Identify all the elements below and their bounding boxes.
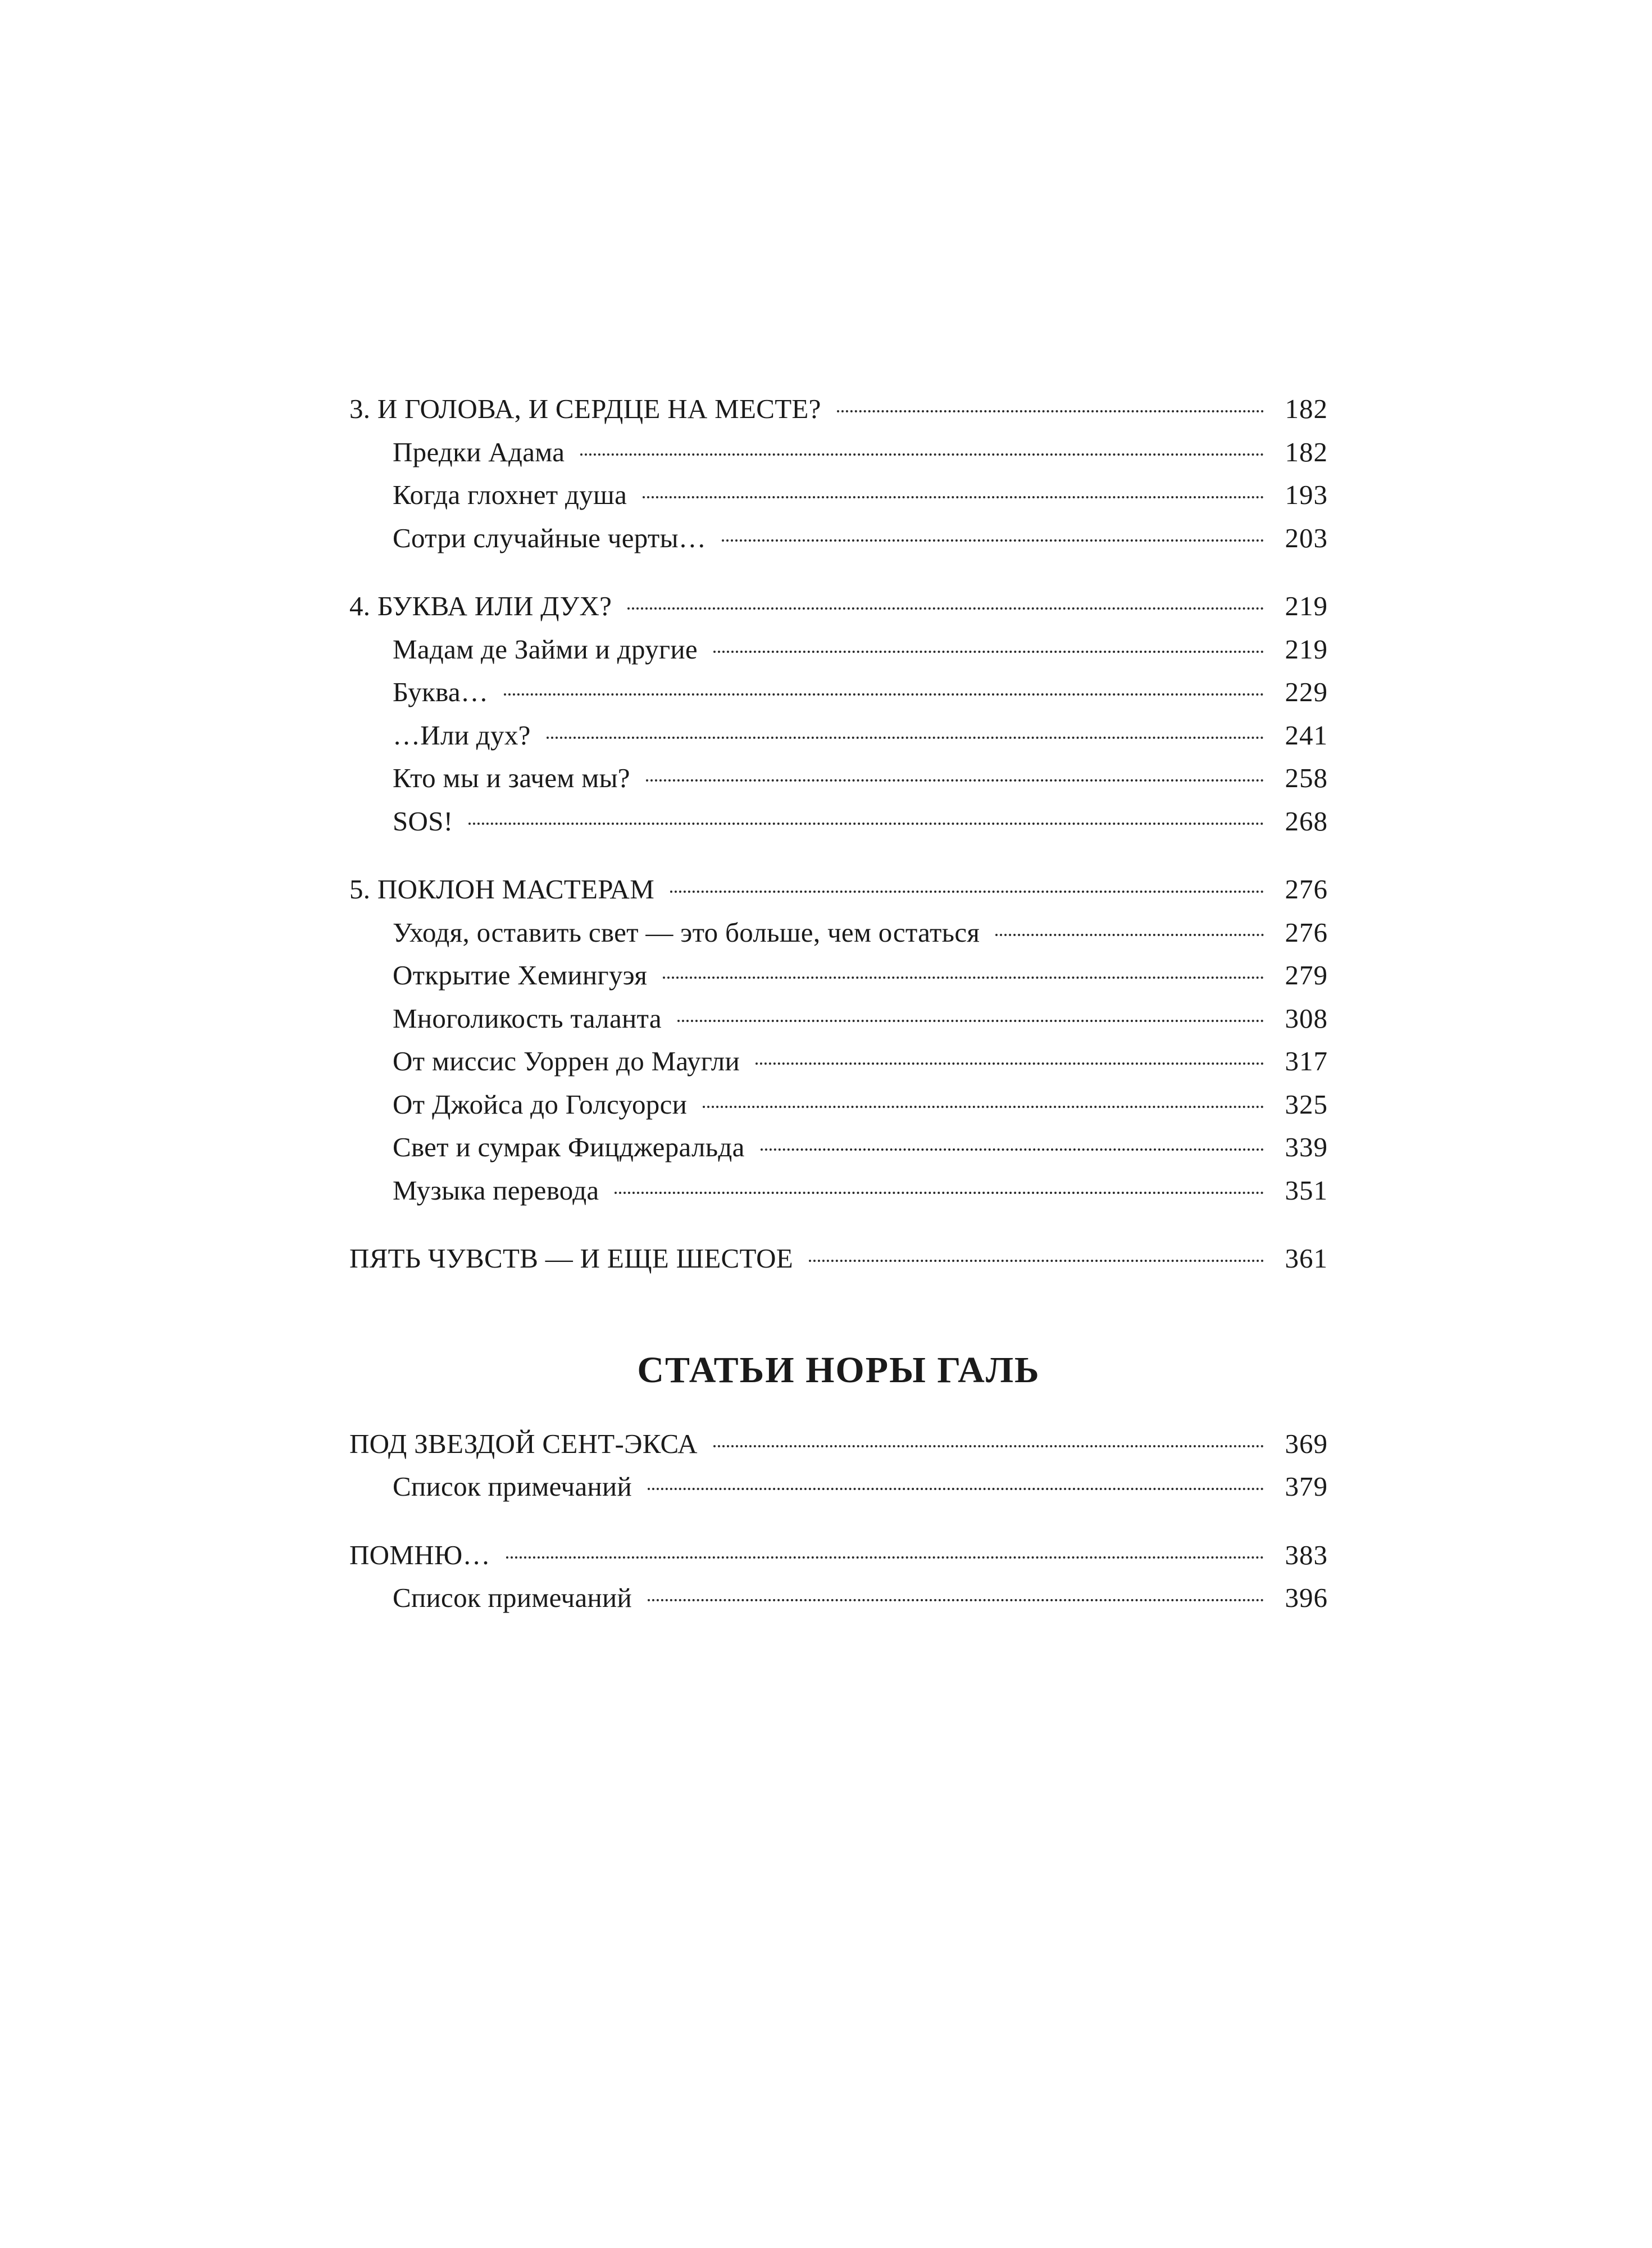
toc-page-number: 229 (1285, 676, 1328, 707)
dot-leader (648, 1488, 1264, 1490)
toc-entry-title: Уходя, оставить свет — это больше, чем остаться (393, 916, 980, 948)
toc-page-number: 193 (1285, 479, 1328, 510)
toc-entry-title: От миссис Уоррен до Маугли (393, 1046, 740, 1077)
toc-page-number: 325 (1285, 1088, 1328, 1120)
dot-leader (506, 1556, 1264, 1559)
toc-page-number: 351 (1285, 1174, 1328, 1206)
toc-page-number: 361 (1285, 1243, 1328, 1274)
dot-leader (504, 693, 1264, 696)
toc-entry-title: ПОМНЮ… (349, 1539, 490, 1570)
toc-chapter-entry[interactable] (349, 388, 1328, 431)
dot-leader (837, 410, 1264, 412)
toc-entry-title: ПОД ЗВЕЗДОЙ СЕНТ-ЭКСА (349, 1428, 698, 1459)
toc-part-2 (349, 1423, 1328, 1620)
toc-chapter-entry[interactable] (349, 585, 1328, 628)
toc-entry-title: 4. БУКВА ИЛИ ДУХ? (349, 591, 612, 621)
toc-subsection-entry[interactable] (349, 911, 1328, 955)
toc-chapter-group (349, 1534, 1328, 1620)
toc-entry-title: 5. ПОКЛОН МАСТЕРАМ (349, 874, 655, 905)
toc-page-number: 317 (1285, 1046, 1328, 1077)
toc-subsection-entry[interactable] (349, 757, 1328, 800)
toc-entry-title: …Или дух? (393, 719, 531, 751)
toc-entry-title: ПЯТЬ ЧУВСТВ — И ЕЩЕ ШЕСТОЕ (349, 1243, 794, 1274)
toc-page-number: 182 (1285, 436, 1328, 467)
toc-page-number: 279 (1285, 960, 1328, 991)
dot-leader (722, 539, 1264, 542)
section-heading: СТАТЬИ НОРЫ ГАЛЬ (637, 1349, 1040, 1391)
toc-chapter-entry[interactable] (349, 1534, 1328, 1577)
toc-entry-title: Буква… (393, 676, 489, 707)
toc-page-number: 379 (1285, 1471, 1328, 1502)
toc-entry-title: Предки Адама (393, 436, 565, 467)
toc-entry-title: Свет и сумрак Фицджеральда (393, 1132, 745, 1162)
toc-entry-title: Список примечаний (393, 1582, 632, 1613)
toc-chapter-group (349, 1423, 1328, 1509)
toc-entry-title: 3. И ГОЛОВА, И СЕРДЦЕ НА МЕСТЕ? (349, 393, 821, 424)
toc-chapter-group (349, 388, 1328, 560)
dot-leader (670, 891, 1264, 893)
dot-leader (643, 496, 1264, 498)
toc-entry-title: Кто мы и зачем мы? (393, 762, 630, 793)
dot-leader (713, 1445, 1264, 1447)
toc-subsection-entry[interactable] (349, 1577, 1328, 1620)
toc-chapter-group (349, 585, 1328, 843)
dot-leader (615, 1192, 1264, 1194)
toc-page-number: 383 (1285, 1539, 1328, 1570)
toc-entry-title: Мадам де Займи и другие (393, 633, 698, 665)
toc-chapter-group (349, 1237, 1328, 1280)
toc-page-number: 219 (1285, 591, 1328, 621)
toc-page-number: 339 (1285, 1132, 1328, 1162)
toc-page-number: 276 (1285, 874, 1328, 905)
toc-page-number: 241 (1285, 719, 1328, 751)
toc-chapter-entry[interactable] (349, 1423, 1328, 1466)
toc-entry-title: SOS! (393, 805, 453, 837)
toc-subsection-entry[interactable] (349, 671, 1328, 714)
toc-entry-title: Список примечаний (393, 1471, 632, 1502)
dot-leader (627, 607, 1264, 610)
dot-leader (677, 1020, 1264, 1022)
toc-page-number: 219 (1285, 633, 1328, 665)
dot-leader (547, 737, 1264, 739)
dot-leader (703, 1106, 1264, 1108)
dot-leader (995, 934, 1264, 936)
toc-subsection-entry[interactable] (349, 997, 1328, 1041)
toc-part-1 (349, 388, 1328, 1280)
toc-entry-title: Многоликость таланта (393, 1002, 662, 1034)
dot-leader (663, 977, 1264, 979)
dot-leader (713, 651, 1264, 653)
table-of-contents (349, 388, 1328, 1620)
toc-subsection-entry[interactable] (349, 1040, 1328, 1083)
toc-subsection-entry[interactable] (349, 1465, 1328, 1509)
toc-subsection-entry[interactable] (349, 714, 1328, 757)
dot-leader (646, 779, 1264, 782)
toc-entry-title: От Джойса до Голсуорси (393, 1088, 688, 1120)
toc-page-number: 203 (1285, 522, 1328, 553)
toc-chapter-entry[interactable] (349, 868, 1328, 911)
dot-leader (648, 1599, 1264, 1601)
toc-entry-title: Открытие Хемингуэя (393, 960, 648, 991)
dot-leader (468, 823, 1264, 825)
toc-entry-title: Когда глохнет душа (393, 479, 627, 510)
toc-page-number: 396 (1285, 1582, 1328, 1613)
toc-page-number: 268 (1285, 805, 1328, 837)
dot-leader (809, 1260, 1264, 1262)
toc-subsection-entry[interactable] (349, 628, 1328, 671)
toc-subsection-entry[interactable] (349, 1126, 1328, 1169)
dot-leader (761, 1148, 1264, 1151)
toc-entry-title: Музыка перевода (393, 1174, 599, 1206)
toc-entry-title: Сотри случайные черты… (393, 522, 707, 553)
toc-subsection-entry[interactable] (349, 954, 1328, 997)
toc-page-number: 369 (1285, 1428, 1328, 1459)
toc-subsection-entry[interactable] (349, 517, 1328, 560)
toc-page-number: 276 (1285, 916, 1328, 948)
toc-chapter-entry[interactable] (349, 1237, 1328, 1280)
toc-subsection-entry[interactable] (349, 1169, 1328, 1212)
toc-page-number: 258 (1285, 762, 1328, 793)
dot-leader (580, 453, 1264, 456)
toc-page-number: 182 (1285, 393, 1328, 424)
toc-subsection-entry[interactable] (349, 474, 1328, 517)
dot-leader (756, 1062, 1264, 1065)
toc-subsection-entry[interactable] (349, 431, 1328, 474)
toc-subsection-entry[interactable] (349, 1083, 1328, 1127)
toc-chapter-group (349, 868, 1328, 1212)
toc-page-number: 308 (1285, 1002, 1328, 1034)
toc-subsection-entry[interactable] (349, 800, 1328, 843)
